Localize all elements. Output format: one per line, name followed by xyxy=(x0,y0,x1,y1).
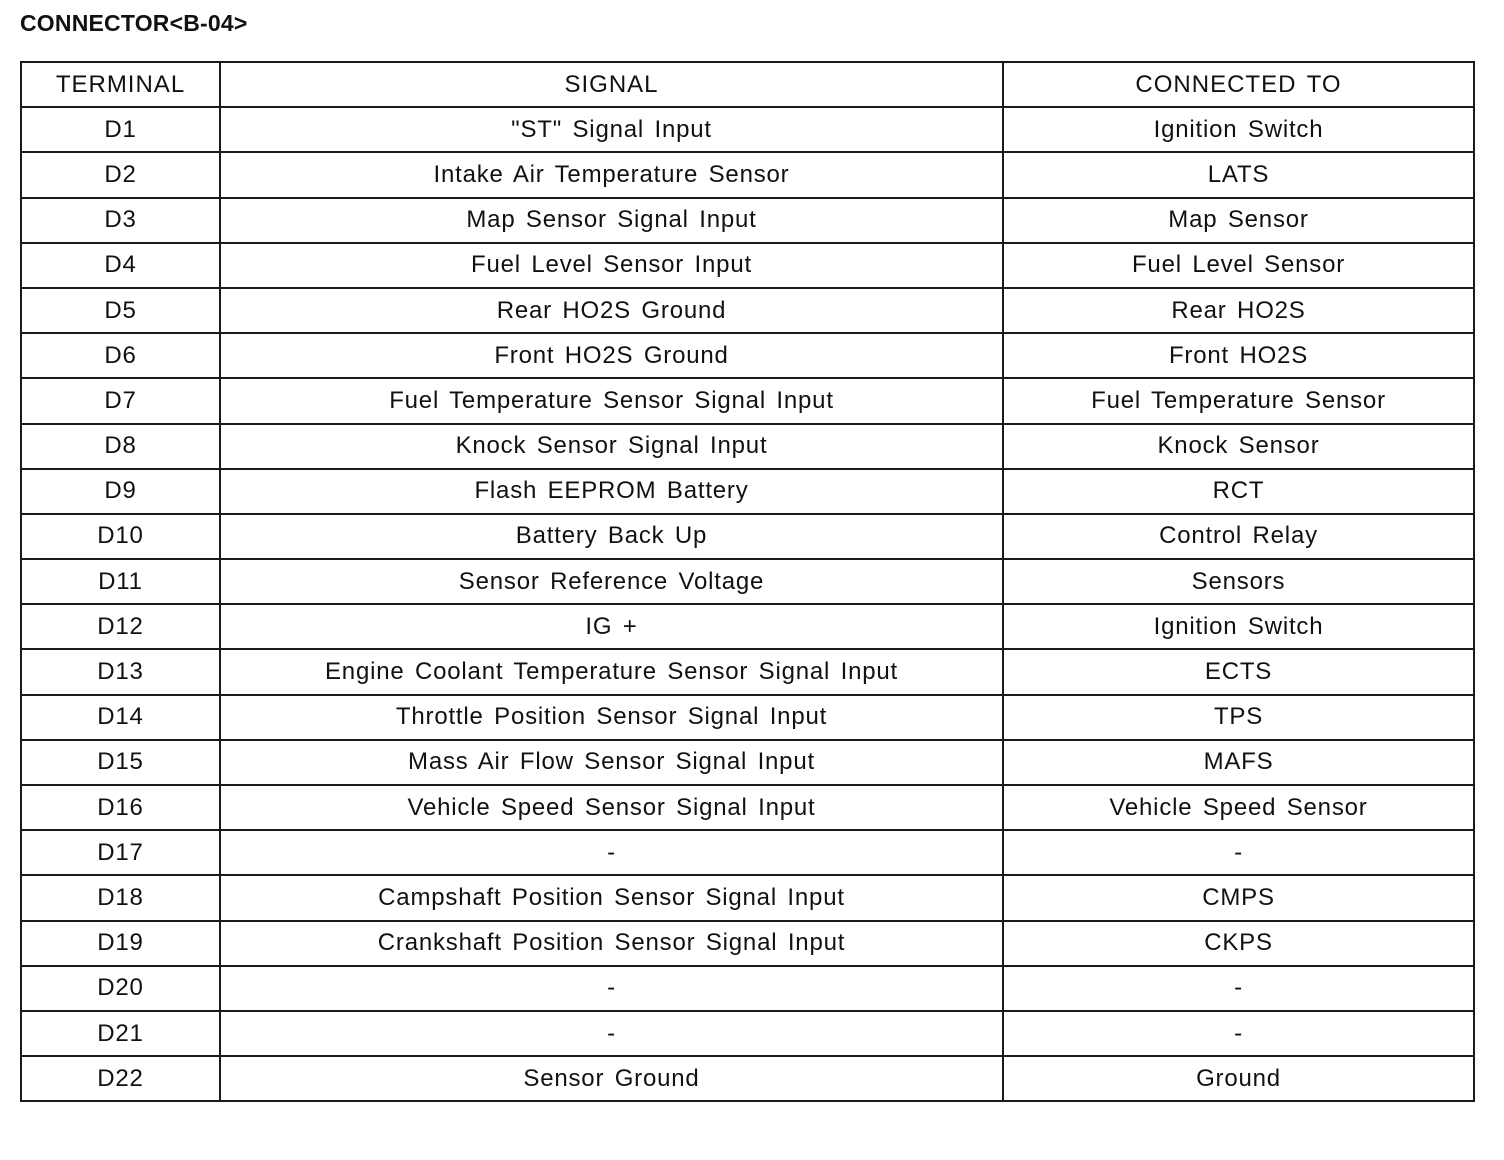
cell-connected-to: CMPS xyxy=(1003,875,1474,920)
header-row xyxy=(21,62,1474,107)
cell-signal: - xyxy=(220,830,1003,875)
table-row xyxy=(21,649,1474,694)
table-row xyxy=(21,333,1474,378)
table-row xyxy=(21,921,1474,966)
cell-connected-to: - xyxy=(1003,966,1474,1011)
cell-connected-to: MAFS xyxy=(1003,740,1474,785)
cell-connected-to: ECTS xyxy=(1003,649,1474,694)
table-row xyxy=(21,559,1474,604)
cell-signal: Battery Back Up xyxy=(220,514,1003,559)
cell-signal: "ST" Signal Input xyxy=(220,107,1003,152)
cell-connected-to: Rear HO2S xyxy=(1003,288,1474,333)
cell-signal: Throttle Position Sensor Signal Input xyxy=(220,695,1003,740)
connector-pin-table xyxy=(20,61,1475,1102)
cell-terminal: D13 xyxy=(21,649,220,694)
cell-terminal: D8 xyxy=(21,424,220,469)
table-body xyxy=(21,107,1474,1101)
cell-signal: Fuel Temperature Sensor Signal Input xyxy=(220,378,1003,423)
cell-terminal: D3 xyxy=(21,198,220,243)
cell-terminal: D19 xyxy=(21,921,220,966)
cell-signal: - xyxy=(220,1011,1003,1056)
cell-connected-to: Sensors xyxy=(1003,559,1474,604)
table-row xyxy=(21,740,1474,785)
table-row xyxy=(21,514,1474,559)
cell-signal: Engine Coolant Temperature Sensor Signal Input xyxy=(220,649,1003,694)
cell-signal: Fuel Level Sensor Input xyxy=(220,243,1003,288)
cell-terminal: D9 xyxy=(21,469,220,514)
cell-connected-to: Fuel Temperature Sensor xyxy=(1003,378,1474,423)
cell-signal: Crankshaft Position Sensor Signal Input xyxy=(220,921,1003,966)
cell-terminal: D17 xyxy=(21,830,220,875)
cell-connected-to: TPS xyxy=(1003,695,1474,740)
connector-title: CONNECTOR<B-04> xyxy=(20,10,248,36)
table-row xyxy=(21,152,1474,197)
cell-signal: Front HO2S Ground xyxy=(220,333,1003,378)
cell-terminal: D11 xyxy=(21,559,220,604)
cell-signal: Mass Air Flow Sensor Signal Input xyxy=(220,740,1003,785)
table-row xyxy=(21,198,1474,243)
cell-terminal: D15 xyxy=(21,740,220,785)
table-row xyxy=(21,695,1474,740)
cell-connected-to: RCT xyxy=(1003,469,1474,514)
cell-signal: Vehicle Speed Sensor Signal Input xyxy=(220,785,1003,830)
header-terminal: TERMINAL xyxy=(21,62,220,107)
cell-terminal: D2 xyxy=(21,152,220,197)
cell-connected-to: Control Relay xyxy=(1003,514,1474,559)
cell-signal: Flash EEPROM Battery xyxy=(220,469,1003,514)
cell-connected-to: LATS xyxy=(1003,152,1474,197)
table-row xyxy=(21,424,1474,469)
table-row xyxy=(21,243,1474,288)
cell-terminal: D18 xyxy=(21,875,220,920)
header-connected-to: CONNECTED TO xyxy=(1003,62,1474,107)
table-row xyxy=(21,830,1474,875)
cell-terminal: D10 xyxy=(21,514,220,559)
cell-signal: Sensor Reference Voltage xyxy=(220,559,1003,604)
cell-signal: Rear HO2S Ground xyxy=(220,288,1003,333)
cell-signal: Map Sensor Signal Input xyxy=(220,198,1003,243)
table-row xyxy=(21,875,1474,920)
cell-signal: Campshaft Position Sensor Signal Input xyxy=(220,875,1003,920)
table-row xyxy=(21,288,1474,333)
cell-connected-to: - xyxy=(1003,830,1474,875)
cell-connected-to: Fuel Level Sensor xyxy=(1003,243,1474,288)
cell-terminal: D20 xyxy=(21,966,220,1011)
cell-connected-to: Map Sensor xyxy=(1003,198,1474,243)
cell-terminal: D12 xyxy=(21,604,220,649)
table-row xyxy=(21,785,1474,830)
cell-terminal: D7 xyxy=(21,378,220,423)
header-signal: SIGNAL xyxy=(220,62,1003,107)
cell-terminal: D16 xyxy=(21,785,220,830)
cell-connected-to: Front HO2S xyxy=(1003,333,1474,378)
cell-connected-to: - xyxy=(1003,1011,1474,1056)
table-row xyxy=(21,966,1474,1011)
table-row xyxy=(21,604,1474,649)
table-row xyxy=(21,1056,1474,1101)
table-row xyxy=(21,469,1474,514)
cell-signal: - xyxy=(220,966,1003,1011)
cell-terminal: D6 xyxy=(21,333,220,378)
cell-signal: Knock Sensor Signal Input xyxy=(220,424,1003,469)
cell-signal: Sensor Ground xyxy=(220,1056,1003,1101)
cell-connected-to: Knock Sensor xyxy=(1003,424,1474,469)
cell-terminal: D4 xyxy=(21,243,220,288)
cell-signal: IG + xyxy=(220,604,1003,649)
table-header xyxy=(21,62,1474,107)
cell-connected-to: CKPS xyxy=(1003,921,1474,966)
cell-terminal: D5 xyxy=(21,288,220,333)
cell-connected-to: Ground xyxy=(1003,1056,1474,1101)
cell-connected-to: Ignition Switch xyxy=(1003,107,1474,152)
cell-connected-to: Ignition Switch xyxy=(1003,604,1474,649)
cell-terminal: D1 xyxy=(21,107,220,152)
cell-signal: Intake Air Temperature Sensor xyxy=(220,152,1003,197)
cell-terminal: D14 xyxy=(21,695,220,740)
cell-terminal: D22 xyxy=(21,1056,220,1101)
table-row xyxy=(21,107,1474,152)
table-row xyxy=(21,378,1474,423)
cell-connected-to: Vehicle Speed Sensor xyxy=(1003,785,1474,830)
cell-terminal: D21 xyxy=(21,1011,220,1056)
table-row xyxy=(21,1011,1474,1056)
